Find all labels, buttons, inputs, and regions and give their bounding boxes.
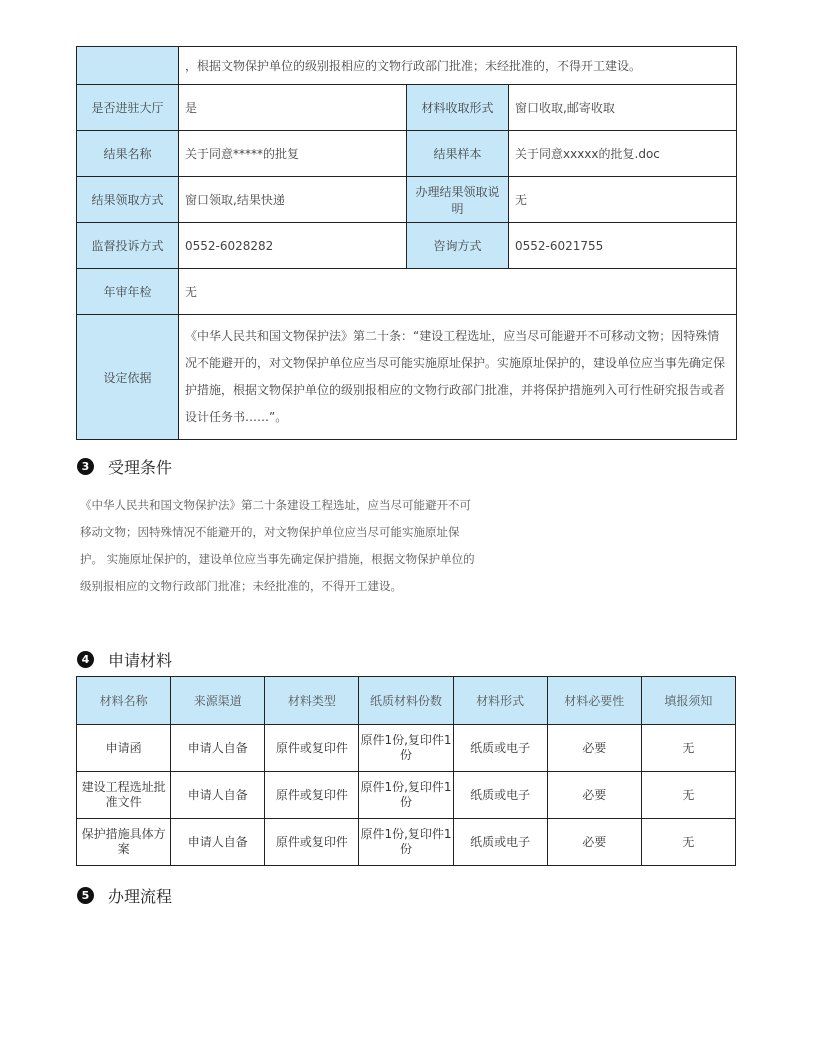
material-name: 申请函: [77, 725, 171, 772]
collection-label: 材料收取形式: [407, 85, 509, 131]
table-cell: 原件或复印件: [265, 725, 359, 772]
table-cell: 申请人自备: [171, 772, 265, 819]
collection-value: 窗口收取,邮寄收取: [509, 85, 737, 131]
table-row: [77, 819, 736, 866]
pickup-note-value: 无: [509, 177, 737, 223]
table-row: [77, 725, 736, 772]
in-hall-value: 是: [179, 85, 407, 131]
pickup-note-label: 办理结果领取说明: [407, 177, 509, 223]
in-hall-label: 是否进驻大厅: [77, 85, 179, 131]
result-name-value: 关于同意*****的批复: [179, 131, 407, 177]
section-number-badge: 5: [77, 887, 94, 904]
section-title: 申请材料: [108, 651, 173, 670]
section-heading-4: [77, 648, 172, 671]
table-cell: 原件1份,复印件1份: [359, 772, 453, 819]
section-heading-3: [77, 455, 172, 478]
table-cell: 原件1份,复印件1份: [359, 725, 453, 772]
table-cell: 必要: [547, 772, 641, 819]
result-sample-link[interactable]: 关于同意xxxxx的批复.doc: [509, 131, 737, 177]
table-cell: 必要: [547, 819, 641, 866]
result-name-label: 结果名称: [77, 131, 179, 177]
section-title: 办理流程: [108, 887, 173, 906]
table-row: [77, 772, 736, 819]
material-name: 保护措施具体方案: [77, 819, 171, 866]
table-cell: 申请人自备: [171, 819, 265, 866]
annual-value: 无: [179, 269, 737, 315]
column-header: 填报须知: [641, 677, 735, 725]
table-cell: 无: [641, 819, 735, 866]
section-number-badge: 3: [77, 458, 94, 475]
section-number-badge: 4: [77, 651, 94, 668]
result-sample-label: 结果样本: [407, 131, 509, 177]
complaint-phone: 0552-6028282: [179, 223, 407, 269]
continued-label-cell: [77, 47, 179, 85]
table-cell: 原件1份,复印件1份: [359, 819, 453, 866]
column-header: 材料类型: [265, 677, 359, 725]
column-header: 纸质材料份数: [359, 677, 453, 725]
column-header: 材料形式: [453, 677, 547, 725]
column-header: 来源渠道: [171, 677, 265, 725]
column-header: 材料必要性: [547, 677, 641, 725]
table-cell: 无: [641, 772, 735, 819]
annual-label: 年审年检: [77, 269, 179, 315]
basis-label: 设定依据: [77, 315, 179, 440]
item-info-table: [76, 46, 737, 440]
acceptance-conditions-text: 《中华人民共和国文物保护法》第二十条建设工程选址，应当尽可能避开不可移动文物；因特殊情况不能避开的，对文物保护单位应当尽可能实施原址保护。 实施原址保护的，建设单位应当事先确定保护措施，根据文物保护单位的级别报相应的文物行政部门批准；未经批准的，不得开工建设。: [80, 498, 475, 593]
table-cell: 纸质或电子: [453, 819, 547, 866]
table-cell: 必要: [547, 725, 641, 772]
table-cell: 无: [641, 725, 735, 772]
table-cell: 原件或复印件: [265, 772, 359, 819]
materials-table: [76, 676, 736, 866]
consult-phone: 0552-6021755: [509, 223, 737, 269]
complaint-label: 监督投诉方式: [77, 223, 179, 269]
column-header: 材料名称: [77, 677, 171, 725]
table-cell: 申请人自备: [171, 725, 265, 772]
section-heading-5: [77, 884, 172, 907]
section-title: 受理条件: [108, 458, 173, 477]
consult-label: 咨询方式: [407, 223, 509, 269]
material-name: 建设工程选址批准文件: [77, 772, 171, 819]
pickup-value: 窗口领取,结果快递: [179, 177, 407, 223]
basis-text: 《中华人民共和国文物保护法》第二十条：“建设工程选址，应当尽可能避开不可移动文物；因特殊情况不能避开的，对文物保护单位应当尽可能实施原址保护。实施原址保护的，建设单位应当事先确定保护措施，根据文物保护单位的级别报相应的文物行政部门批准，并将保护措施列入可行性研究报告或者设计任务书……”。: [179, 315, 737, 440]
table-cell: 纸质或电子: [453, 725, 547, 772]
materials-header-row: [77, 677, 736, 725]
continued-text: ，根据文物保护单位的级别报相应的文物行政部门批准；未经批准的，不得开工建设。: [179, 47, 737, 85]
table-cell: 纸质或电子: [453, 772, 547, 819]
table-cell: 原件或复印件: [265, 819, 359, 866]
pickup-label: 结果领取方式: [77, 177, 179, 223]
